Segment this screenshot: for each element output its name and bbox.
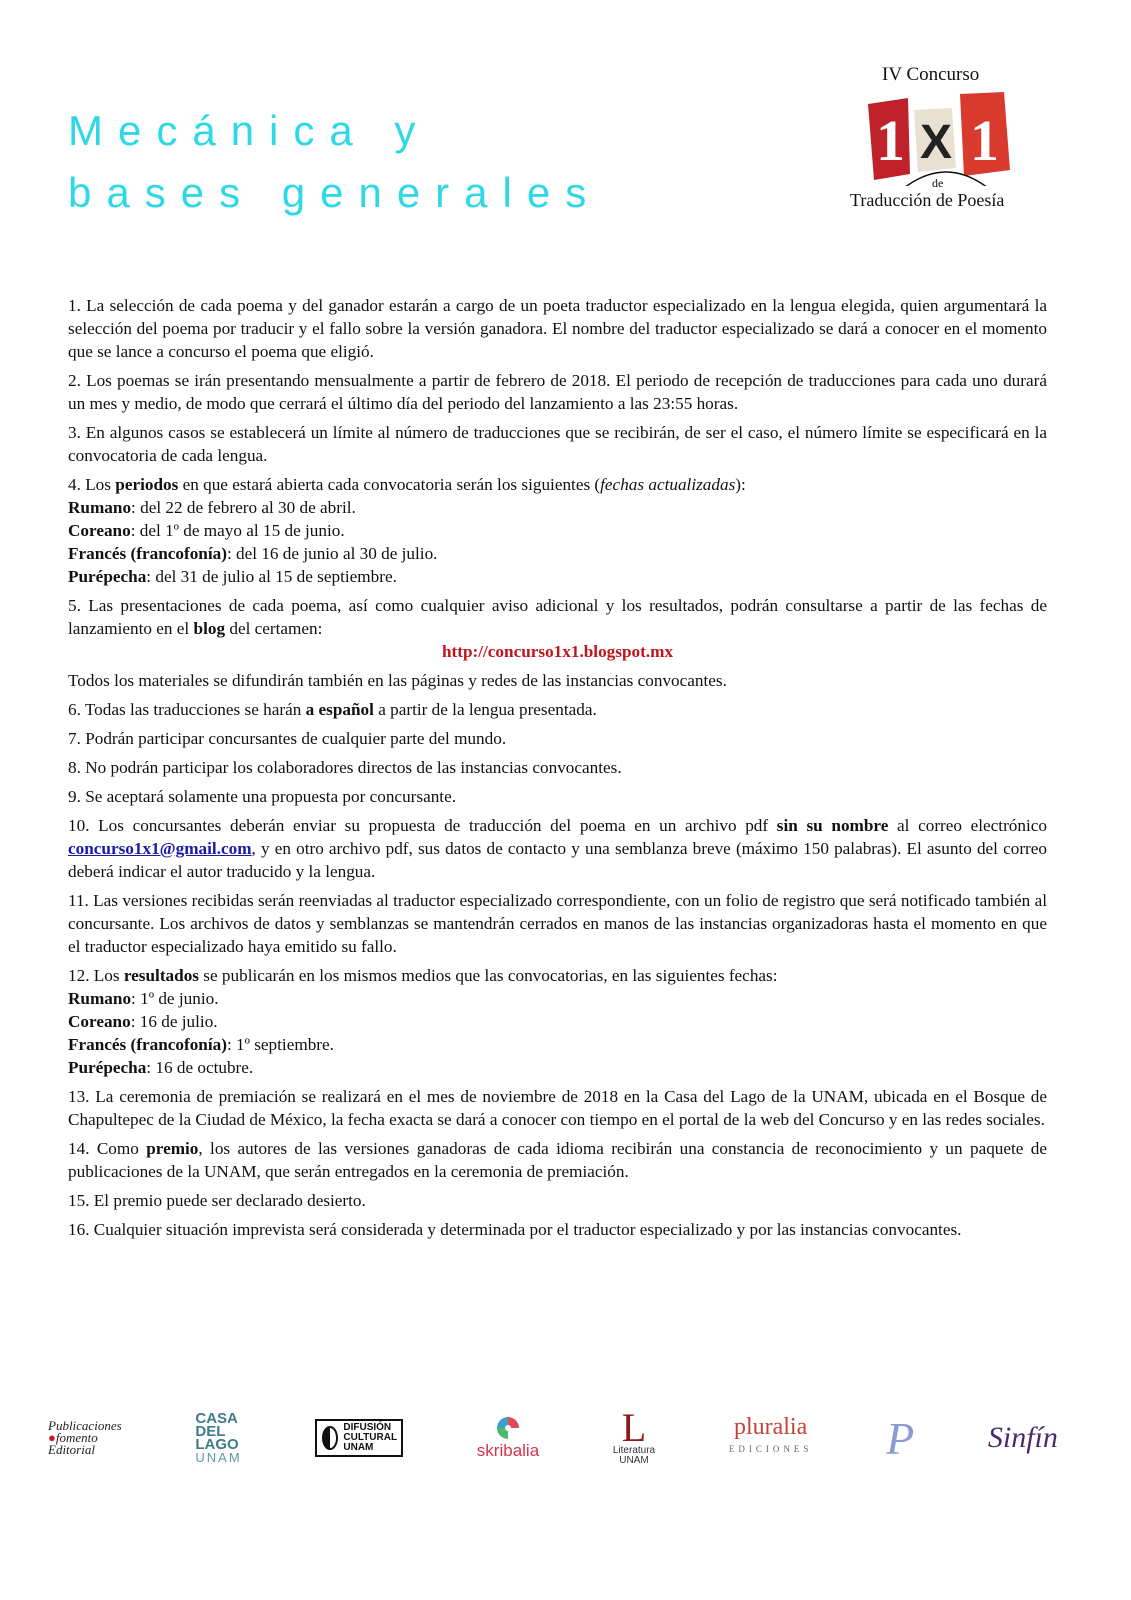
logo-skribalia: skribalia — [477, 1398, 539, 1478]
rule-5-note: Todos los materiales se difundirán también en las páginas y redes de las instancias convocantes. — [68, 671, 727, 690]
svg-text:X: X — [920, 116, 953, 169]
logo-casa-del-lago: CASA DEL LAGO UNAM — [195, 1410, 242, 1465]
logo-de-text: de — [932, 176, 944, 190]
sponsor-logos — [48, 1398, 1058, 1478]
rule-6: 6. Todas las traducciones se harán a español a partir de la lengua presentada. — [68, 700, 597, 719]
rule-9: 9. Se aceptará solamente una propuesta por concursante. — [68, 787, 456, 806]
logo-literatura-unam: L Literatura UNAM — [612, 1405, 656, 1466]
period-rumano: Rumano: del 22 de febrero al 30 de abril. — [68, 498, 356, 517]
rule-11: 11. Las versiones recibidas serán reenviadas al traductor especializado correspondiente, con un folio de registro que será notificado también al concursante. Los archivos de datos y semblanzas se mantendrán cerrados en manos de las instancias organizadoras hasta el momento en que el traductor especializado haya emitido su fallo. — [68, 891, 1047, 956]
logo-bottom-text: Traducción de Poesía — [850, 190, 1005, 210]
result-frances: Francés (francofonía): 1º septiembre. — [68, 1035, 334, 1054]
email-link[interactable]: concurso1x1@gmail.com — [68, 839, 252, 858]
svg-text:1: 1 — [876, 108, 905, 173]
rules-body — [68, 294, 1047, 1247]
logo-top-text: IV Concurso — [882, 64, 980, 85]
period-coreano: Coreano: del 1º de mayo al 15 de junio. — [68, 521, 345, 540]
rule-1: 1. La selección de cada poema y del ganador estarán a cargo de un poeta traductor especializado en la lengua elegida, quien argumentará la selección del poema por traducir y el fallo sobre la versión ganadora. El nombre del traductor especializado se dará a conocer en el momento que se lance a concurso el poema que eligió. — [68, 296, 1047, 361]
rule-10: 10. Los concursantes deberán enviar su propuesta de traducción del poema en un archivo pdf sin su nombre al correo electrónico concurso1x1@gmail.com, y en otro archivo pdf, sus datos de contacto y una semblanza breve (máximo 150 palabras). El asunto del correo deberá indicar el autor traducido y la lengua. — [68, 816, 1047, 881]
rule-8: 8. No podrán participar los colaboradores directos de las instancias convocantes. — [68, 758, 622, 777]
title-line-2: bases generales — [68, 169, 602, 216]
rule-5: 5. Las presentaciones de cada poema, así como cualquier aviso adicional y los resultados, podrán consultarse a partir de las fechas de lanzamiento en el blog del certamen: — [68, 596, 1047, 638]
rule-15: 15. El premio puede ser declarado desierto. — [68, 1191, 366, 1210]
blog-link[interactable]: http://concurso1x1.blogspot.mx — [441, 642, 674, 661]
rule-14: 14. Como premio, los autores de las versiones ganadoras de cada idioma recibirán una constancia de reconocimiento y un paquete de publicaciones de la UNAM, que serán entregados en la ceremonia de premiación. — [68, 1139, 1047, 1181]
logo-pluralia: pluralia EDICIONES — [728, 1414, 813, 1454]
result-purepecha: Purépecha: 16 de octubre. — [68, 1058, 254, 1077]
svg-text:1: 1 — [970, 108, 999, 173]
rule-12: 12. Los resultados se publicarán en los mismos medios que las convocatorias, en las siguientes fechas: — [68, 966, 778, 985]
logo-sinfin: Sinfín — [987, 1421, 1058, 1454]
rule-2: 2. Los poemas se irán presentando mensualmente a partir de febrero de 2018. El periodo de recepción de traducciones para cada uno durará un mes y medio, de modo que cerrará el último día del periodo del lanzamiento a las 23:55 horas. — [68, 371, 1047, 413]
result-coreano: Coreano: 16 de julio. — [68, 1012, 218, 1031]
result-rumano: Rumano: 1º de junio. — [68, 989, 219, 1008]
difusion-mark-icon — [321, 1425, 339, 1451]
logo-publicaciones-fomento-editorial: Publicaciones ●fomento Editorial — [48, 1418, 122, 1457]
title-line-1: Mecánica y — [68, 107, 431, 154]
logo-difusion-cultural: DIFUSIÓN CULTURAL UNAM — [315, 1398, 403, 1478]
rule-4: 4. Los periodos en que estará abierta cada convocatoria serán los siguientes (fechas actualizadas): — [68, 475, 746, 494]
skribalia-mark-icon — [495, 1415, 521, 1441]
rule-16: 16. Cualquier situación imprevista será considerada y determinada por el traductor especializado y por las instancias convocantes. — [68, 1220, 962, 1239]
rule-7: 7. Podrán participar concursantes de cualquier parte del mundo. — [68, 729, 507, 748]
rule-13: 13. La ceremonia de premiación se realizará en el mes de noviembre de 2018 en la Casa del Lago de la UNAM, ubicada en el Bosque de Chapultepec de la Ciudad de México, la fecha exacta se dará a conocer con tiempo en el portal de la web del Concurso y en las redes sociales. — [68, 1087, 1047, 1129]
page-title — [68, 100, 601, 224]
rule-3: 3. En algunos casos se establecerá un límite al número de traducciones que se recibirán, de ser el caso, el número límite se especificará en la convocatoria de cada lengua. — [68, 423, 1047, 465]
logo-p-ediciones: P — [886, 1412, 915, 1464]
contest-logo — [840, 58, 1040, 218]
period-frances: Francés (francofonía): del 16 de junio al 30 de julio. — [68, 544, 438, 563]
period-purepecha: Purépecha: del 31 de julio al 15 de septiembre. — [68, 567, 397, 586]
logo-1x1-graphic — [864, 90, 1014, 186]
